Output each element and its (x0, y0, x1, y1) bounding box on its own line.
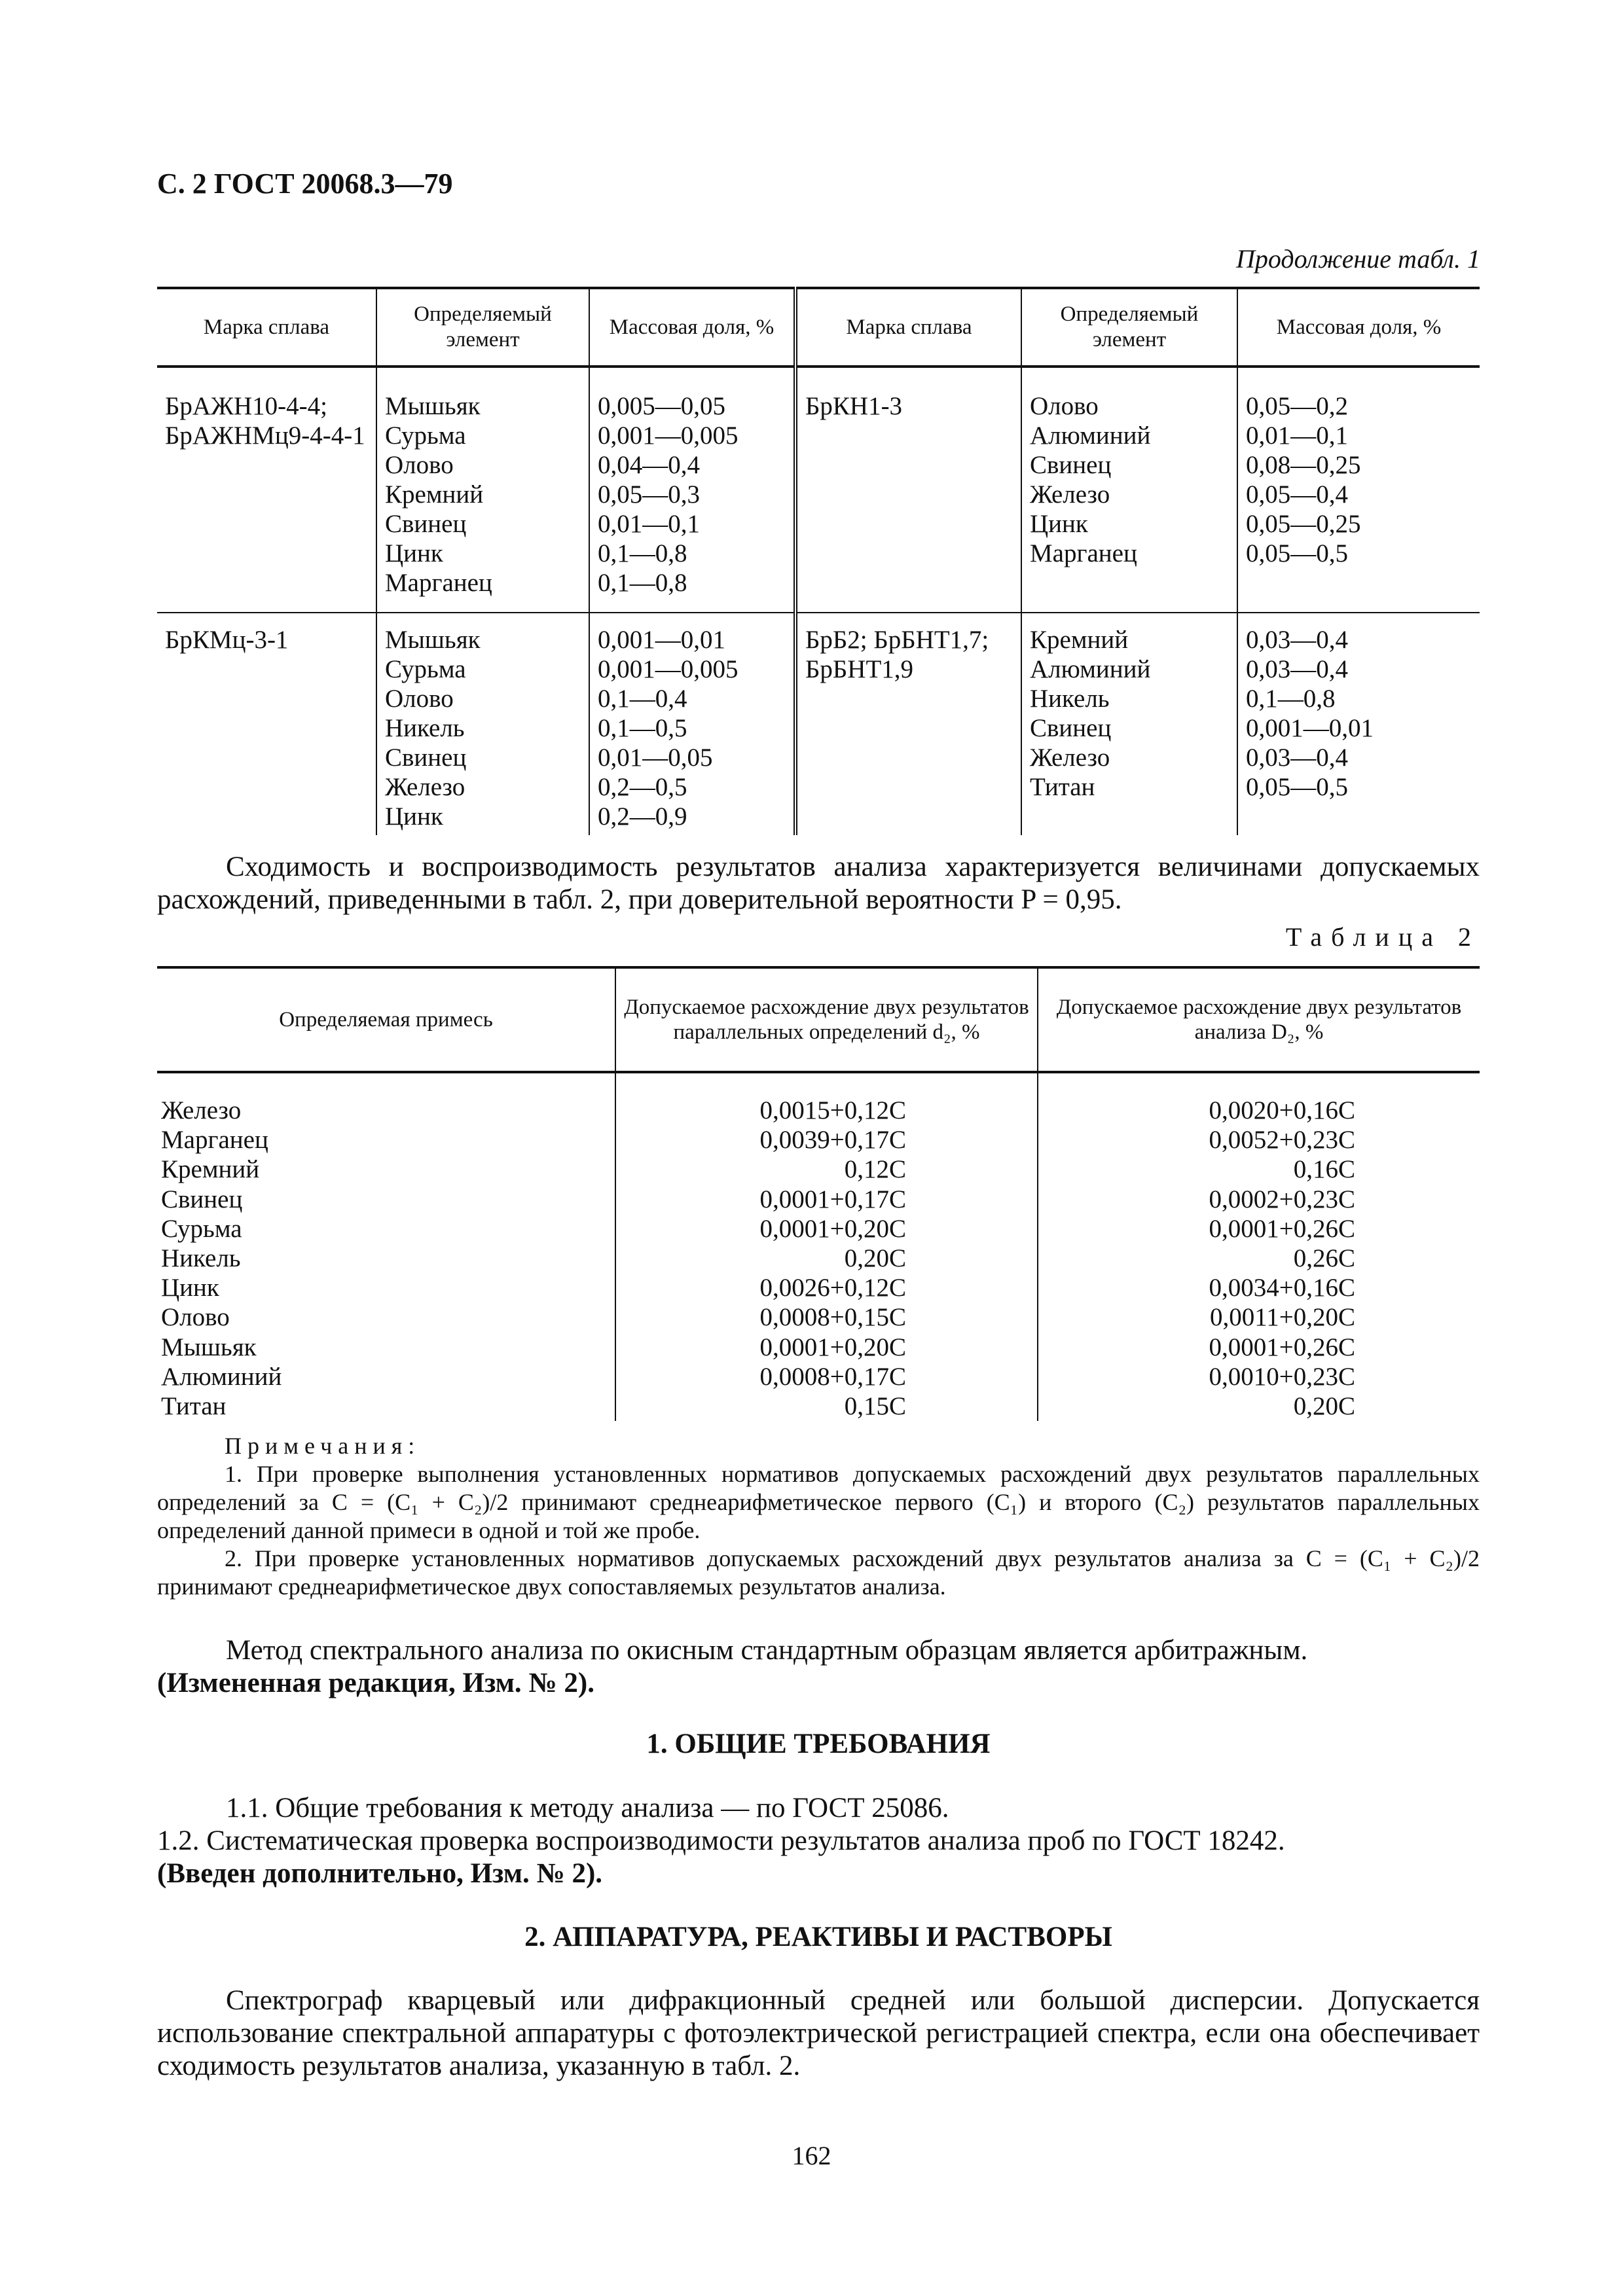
table1-header: Определяемый элемент (376, 288, 589, 367)
notes-block (157, 1432, 1480, 1601)
element-name: Цинк (385, 802, 443, 831)
impurity-name: Титан (157, 1391, 615, 1421)
impurity-name: Алюминий (157, 1362, 615, 1391)
table2-row (157, 1273, 1480, 1302)
impurity-name: Сурьма (157, 1214, 615, 1244)
impurity-name: Свинец (157, 1185, 615, 1214)
mass-fraction: 0,03—0,4 (1246, 744, 1348, 772)
table1-header: Массовая доля, % (1237, 288, 1480, 367)
element-name: Свинец (1030, 451, 1112, 479)
element-name: Цинк (1030, 510, 1088, 538)
parallel-tolerance: 0,0039+0,17С (615, 1125, 1038, 1155)
impurity-name: Марганец (157, 1125, 615, 1155)
section1-heading: 1. ОБЩИЕ ТРЕБОВАНИЯ (646, 1729, 991, 1759)
amendment-note: (Введен дополнительно, Изм. № 2). (157, 1858, 603, 1889)
element-cell (376, 367, 589, 613)
section2-body: Спектрограф кварцевый или дифракционный средней или большой дисперсии. Допускается использование спектральной аппаратуры с фотоэлектрической регистрацией спектра, если она обеспечивает сходимость результатов анализа, указанную в табл. 2. (157, 1985, 1480, 2081)
mass-fraction: 0,1—0,8 (598, 569, 687, 597)
mass-fraction: 0,1—0,8 (598, 539, 687, 567)
impurity-name: Мышьяк (157, 1333, 615, 1362)
analysis-tolerance: 0,0034+0,16С (1209, 1274, 1355, 1302)
element-cell (1021, 367, 1237, 613)
table1-header-row (157, 288, 1480, 367)
mass-fraction: 0,1—0,4 (598, 685, 687, 713)
element-cell (1021, 613, 1237, 835)
element-cell (376, 613, 589, 835)
element-name: Железо (385, 773, 465, 801)
table2-row (157, 1072, 1480, 1125)
paragraph-arbitration (157, 1634, 1480, 1700)
element-name: Алюминий (1030, 422, 1151, 450)
table1 (157, 287, 1480, 835)
mass-fraction: 0,001—0,005 (598, 655, 739, 683)
impurity-name: Никель (157, 1244, 615, 1273)
section2-heading: 2. АППАРАТУРА, РЕАКТИВЫ И РАСТВОРЫ (524, 1922, 1112, 1952)
mass-fraction: 0,01—0,1 (1246, 422, 1348, 450)
table2-row (157, 1333, 1480, 1362)
clause-1-1: 1.1. Общие требования к методу анализа — по ГОСТ 25086. (226, 1793, 949, 1823)
mass-fraction: 0,005—0,05 (598, 392, 725, 420)
table2-row (157, 1391, 1480, 1421)
parallel-tolerance: 0,0026+0,12С (615, 1273, 1038, 1302)
table1-continuation-label: Продолжение табл. 1 (1235, 244, 1480, 274)
element-name: Олово (385, 685, 454, 713)
arbitration-text: Метод спектрального анализа по окисным стандартным образцам является арбитражным. (226, 1635, 1308, 1666)
analysis-tolerance: 0,26С (1293, 1244, 1355, 1273)
mass-fraction: 0,05—0,25 (1246, 510, 1361, 538)
table2-header: Допускаемое расхождение двух результатов анализа D₂, % (1038, 967, 1480, 1072)
element-name: Свинец (385, 744, 467, 772)
mass-fraction: 0,05—0,3 (598, 480, 700, 509)
mass-fraction: 0,001—0,01 (1246, 714, 1374, 742)
mass-fraction-cell (1237, 613, 1480, 835)
element-name: Марганец (385, 569, 492, 597)
table2-row (157, 1185, 1480, 1214)
element-name: Мышьяк (385, 626, 481, 654)
alloy-cell (795, 367, 1021, 613)
impurity-name: Железо (157, 1072, 615, 1125)
analysis-tolerance: 0,16С (1293, 1155, 1355, 1184)
table1-header: Определяемый элемент (1021, 288, 1237, 367)
alloy-name: БрБ2; БрБНТ1,7; (805, 626, 989, 654)
parallel-tolerance: 0,0015+0,12С (615, 1072, 1038, 1125)
table2 (157, 966, 1480, 1421)
mass-fraction: 0,1—0,5 (598, 714, 687, 742)
note-item: 2. При проверке установленных нормативов допускаемых расхождений двух результатов анализа за C = (C₁ + C₂)/2 принимают среднеарифметическое двух сопоставляемых результатов анализа. (157, 1545, 1480, 1600)
analysis-tolerance: 0,0010+0,23С (1209, 1362, 1355, 1391)
mass-fraction: 0,04—0,4 (598, 451, 700, 479)
mass-fraction: 0,05—0,5 (1246, 773, 1348, 801)
analysis-tolerance: 0,0001+0,26С (1209, 1333, 1355, 1361)
alloy-name: БрАЖНМц9-4-4-1 (165, 422, 365, 450)
element-name: Олово (385, 451, 454, 479)
table1-header: Массовая доля, % (589, 288, 795, 367)
table2-header-row (157, 967, 1480, 1072)
parallel-tolerance: 0,15С (615, 1391, 1038, 1421)
alloy-cell (157, 367, 376, 613)
table2-row (157, 1244, 1480, 1273)
paragraph-convergence: Сходимость и воспроизводимость результатов анализа характеризуется величинами допускаемых расхождений, приведенными в табл. 2, при доверительной вероятности P = 0,95. (157, 852, 1480, 915)
mass-fraction: 0,1—0,8 (1246, 685, 1336, 713)
mass-fraction: 0,2—0,5 (598, 773, 687, 801)
table1-header: Марка сплава (795, 288, 1021, 367)
element-name: Свинец (1030, 714, 1112, 742)
parallel-tolerance: 0,0008+0,17С (615, 1362, 1038, 1391)
table2-row (157, 1125, 1480, 1155)
alloy-name: БрКМц-3-1 (165, 626, 289, 654)
element-name: Олово (1030, 392, 1099, 420)
impurity-name: Кремний (157, 1155, 615, 1184)
analysis-tolerance: 0,0052+0,23С (1209, 1126, 1355, 1155)
table2-header: Допускаемое расхождение двух результатов параллельных определений d₂, % (615, 967, 1038, 1072)
analysis-tolerance: 0,0011+0,20С (1209, 1303, 1355, 1332)
amendment-note: (Измененная редакция, Изм. № 2). (157, 1668, 594, 1698)
table2-title: Таблица 2 (1285, 922, 1480, 952)
alloy-name: БрБНТ1,9 (805, 655, 914, 683)
table2-row (157, 1214, 1480, 1244)
element-name: Сурьма (385, 655, 466, 683)
element-name: Свинец (385, 510, 467, 538)
mass-fraction: 0,03—0,4 (1246, 626, 1348, 654)
impurity-name: Олово (157, 1302, 615, 1332)
element-name: Железо (1030, 480, 1110, 509)
mass-fraction: 0,001—0,005 (598, 422, 739, 450)
element-name: Алюминий (1030, 655, 1151, 683)
note-item: 1. При проверке выполнения установленных нормативов допускаемых расхождений двух результатов параллельных определений за C = (C₁ + C₂)/2 принимают среднеарифметическое первого (C₁) и второго (C₂) результатов параллельных определений данной примеси в одной и той же пробе. (157, 1461, 1480, 1543)
analysis-tolerance: 0,0002+0,23С (1209, 1185, 1355, 1213)
element-name: Цинк (385, 539, 443, 567)
parallel-tolerance: 0,0001+0,20С (615, 1333, 1038, 1362)
table2-header: Определяемая примесь (157, 967, 615, 1072)
mass-fraction: 0,001—0,01 (598, 626, 725, 654)
analysis-tolerance: 0,20С (1293, 1392, 1355, 1421)
parallel-tolerance: 0,12С (615, 1155, 1038, 1184)
clause-1-2: 1.2. Систематическая проверка воспроизводимости результатов анализа проб по ГОСТ 18242. (157, 1825, 1285, 1856)
mass-fraction: 0,05—0,2 (1246, 392, 1348, 420)
analysis-tolerance: 0,0001+0,26С (1209, 1214, 1355, 1243)
mass-fraction: 0,08—0,25 (1246, 451, 1361, 479)
element-name: Титан (1030, 773, 1095, 801)
element-name: Сурьма (385, 422, 466, 450)
element-name: Железо (1030, 744, 1110, 772)
element-name: Никель (385, 714, 465, 742)
mass-fraction: 0,03—0,4 (1246, 655, 1348, 683)
mass-fraction: 0,05—0,5 (1246, 539, 1348, 567)
alloy-name: БрКН1-3 (805, 392, 903, 420)
alloy-name: БрАЖН10-4-4; (165, 392, 327, 420)
table1-group-row (157, 367, 1480, 613)
page-number: 162 (792, 2141, 831, 2170)
analysis-tolerance: 0,0020+0,16С (1209, 1096, 1355, 1124)
element-name: Марганец (1030, 539, 1137, 567)
mass-fraction: 0,01—0,05 (598, 744, 713, 772)
mass-fraction: 0,2—0,9 (598, 802, 687, 831)
alloy-cell (157, 613, 376, 835)
mass-fraction-cell (1237, 367, 1480, 613)
table2-row (157, 1362, 1480, 1391)
impurity-name: Цинк (157, 1273, 615, 1302)
notes-title: Примечания: (225, 1433, 421, 1459)
table2-row (157, 1302, 1480, 1332)
mass-fraction-cell (589, 613, 795, 835)
element-name: Мышьяк (385, 392, 481, 420)
parallel-tolerance: 0,0008+0,15С (615, 1302, 1038, 1332)
mass-fraction-cell (589, 367, 795, 613)
parallel-tolerance: 0,0001+0,17С (615, 1185, 1038, 1214)
element-name: Кремний (385, 480, 484, 509)
alloy-cell (795, 613, 1021, 835)
table1-group-row (157, 613, 1480, 835)
mass-fraction: 0,05—0,4 (1246, 480, 1348, 509)
mass-fraction: 0,01—0,1 (598, 510, 700, 538)
table1-header: Марка сплава (157, 288, 376, 367)
element-name: Кремний (1030, 626, 1129, 654)
parallel-tolerance: 0,20С (615, 1244, 1038, 1273)
parallel-tolerance: 0,0001+0,20С (615, 1214, 1038, 1244)
table2-row (157, 1155, 1480, 1184)
element-name: Никель (1030, 685, 1110, 713)
section1-body (157, 1792, 1480, 1890)
page-header: С. 2 ГОСТ 20068.3—79 (157, 168, 453, 200)
